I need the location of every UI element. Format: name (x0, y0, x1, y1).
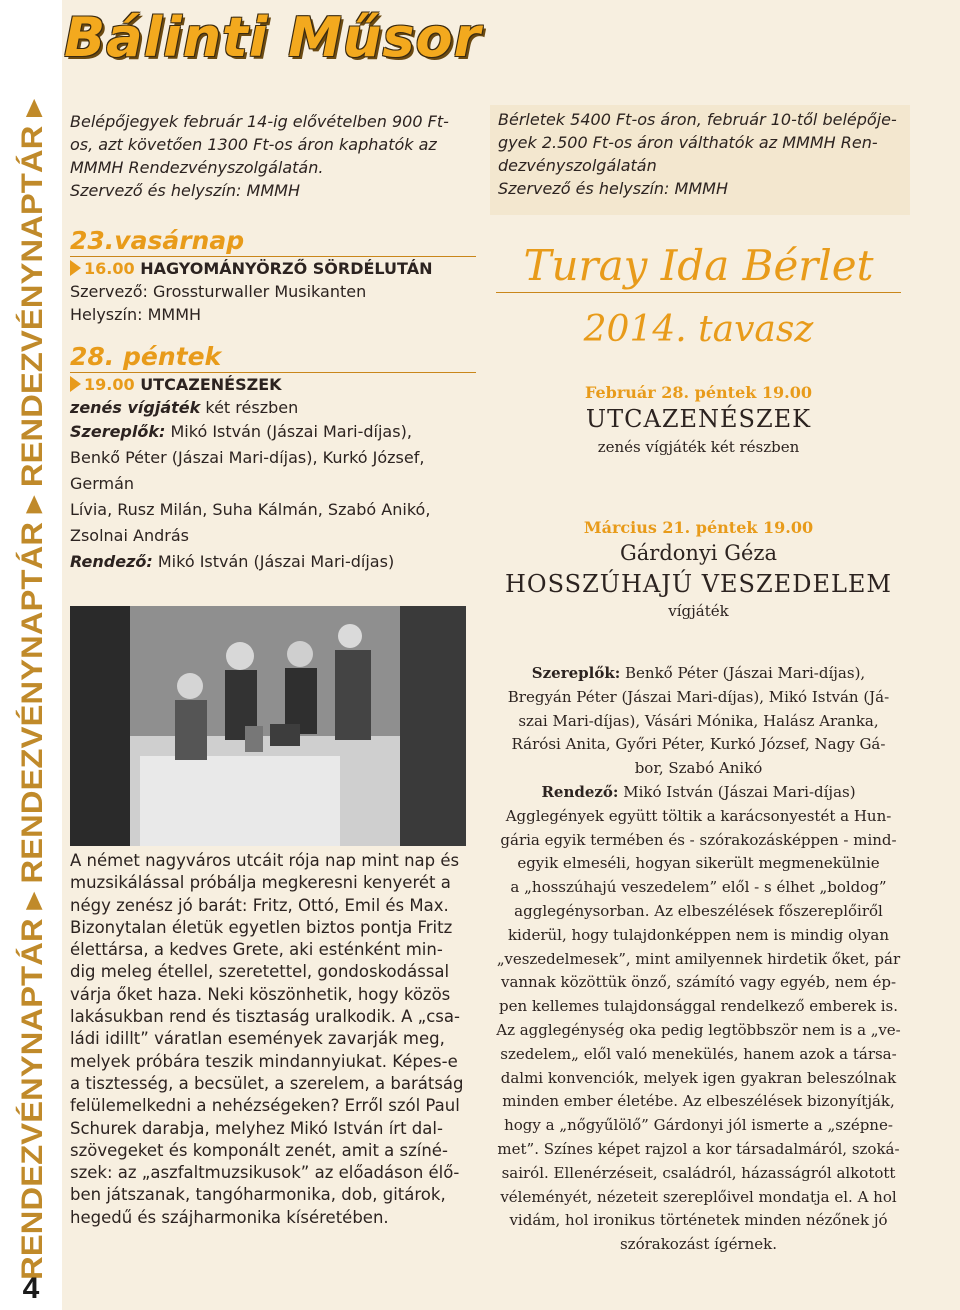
director-label: Rendező: (541, 782, 619, 801)
page-number: 4 (22, 1272, 40, 1305)
body-line: dig meleg étellel, szeretettel, gondoskodással (70, 962, 450, 982)
cast-line: Rárósi Anita, Győri Péter, Kurkó József, Nagy Gá- (511, 735, 886, 754)
body-line: Schurek darabja, melyhez Mikó István írt dal- (70, 1118, 443, 1138)
body-line: ben játszanak, tangóharmonika, dob, gitárok, (70, 1185, 446, 1205)
body-line: szövegeket és komponált zenét, amit a színé- (70, 1140, 448, 1160)
cast-line: Lívia, Rusz Milán, Suha Kálmán, Szabó Anikó, (70, 500, 431, 519)
show-author: Gárdonyi Géza (620, 541, 777, 565)
cast-label: Szereplők: (531, 664, 621, 682)
body-line: felülemelkedni a nehézségeken? Erről szól Paul (70, 1096, 460, 1116)
left-body-text (70, 850, 472, 1229)
body-line: gária egyik termében és - szórakozásképpen - mind- (500, 830, 897, 849)
body-line: kiderül, hogy tulajdonképpen nem is mindig olyan (507, 925, 890, 944)
body-line: dalmi konvenciók, melyek igen gyakran beleszólnak (500, 1068, 897, 1087)
page-title: Bálinti Műsor (64, 6, 482, 69)
cast-line: Benkő Péter (Jászai Mari-díjas), Kurkó József, (70, 448, 425, 467)
series-title: Turay Ida Bérlet (496, 240, 901, 293)
intro-line: MMMH Rendezvényszolgálatán. (70, 158, 324, 177)
cast-text: Benkő Péter (Jászai Mari-díjas), (620, 664, 866, 682)
body-line: várja őket haza. Neki köszönhetik, hogy közös (70, 984, 451, 1004)
body-line: hogy a „nőgyűlölő” Gárdonyi jól ismerte a „szépne- (504, 1116, 893, 1135)
genre-rest: két részben (200, 398, 299, 417)
show-1 (496, 383, 901, 458)
body-line: Agglegények együtt töltik a karácsonyestét a Hun- (505, 806, 892, 825)
cast-line: szai Mari-díjas), Vásári Mónika, Halász Aranka, (518, 711, 879, 730)
cast-line: Zsolnai András (70, 526, 189, 545)
body-line: élettársa, a kedves Grete, aki esténként min- (70, 940, 443, 960)
cast-block (70, 419, 476, 575)
body-line: szedelem„ elől való menekülés, hanem azok a társa- (500, 1044, 897, 1063)
body-line: agglegénysorban. Az elbeszélések főszereplőiről (514, 901, 883, 920)
show-genre: vígjáték (668, 602, 729, 620)
photo-illustration (70, 606, 466, 846)
right-body-text (496, 662, 901, 1257)
body-line: muzsikálással próbálja megkeresni kenyerét a (70, 873, 451, 893)
event-genre (70, 396, 476, 419)
body-line: szek: az „aszfaltmuzsikusok” az előadáson élő- (70, 1163, 460, 1183)
body-line: ládi idillt” váratlan események zavarják meg, (70, 1029, 445, 1049)
day-heading: 23.vasárnap (70, 226, 476, 257)
body-line: vidám, hol ironikus történetek minden nézőnek jó (509, 1211, 888, 1230)
body-line: lakásukban rend és tisztaság uralkodik. A „csa- (70, 1007, 460, 1027)
cast-line (496, 662, 901, 686)
season: 2014. tavasz (583, 309, 814, 350)
body-line: négy zenész jó barát: Fritz, Ottó, Emil és Max. (70, 895, 449, 915)
event-time: 16.00 (84, 259, 135, 278)
event-heading (70, 257, 476, 280)
body-line: melyek próbára teszik mindannyiukat. Képes-e (70, 1051, 458, 1071)
show-date: Március 21. péntek 19.00 (583, 518, 814, 537)
genre-emph: zenés vígjáték (70, 398, 201, 417)
body-line: egyik elmeséli, hogyan sikerült megmenekülnie (517, 854, 880, 873)
arrow-right-icon (70, 376, 81, 392)
event-place: Helyszín: MMMH (70, 305, 202, 324)
day-heading: 28. péntek (70, 342, 476, 373)
left-column (70, 110, 476, 575)
event-name: UTCAZENÉSZEK (140, 375, 282, 394)
intro-line: Szervező és helyszín: MMMH (498, 179, 728, 198)
body-line: hegedű és szájharmonika kíséretében. (70, 1207, 389, 1227)
event-heading (70, 373, 476, 396)
intro-line: Bérletek 5400 Ft-os áron, február 10-től belépője- (498, 110, 897, 129)
director-label: Rendező: (70, 552, 153, 571)
show-genre: zenés vígjáték két részben (597, 438, 800, 456)
cast-line: bor, Szabó Anikó (634, 759, 763, 778)
body-line: sairól. Ellenérzéseit, családról, házasságról alkotott (501, 1163, 896, 1182)
director-name: Mikó István (Jászai Mari-díjas) (618, 782, 856, 801)
intro-line: Szervező és helyszín: MMMH (70, 181, 300, 200)
series-heading (496, 240, 901, 355)
body-line: a „hosszúhajú veszedelem” elől - s élhet „boldog” (510, 878, 887, 897)
cast-line: Mikó István (Jászai Mari-díjas), (165, 422, 412, 441)
show-title: HOSSZÚHAJÚ VESZEDELEM (505, 570, 892, 598)
event-organizer: Szervező: Grossturwaller Musikanten (70, 282, 367, 301)
cast-line: Germán (70, 474, 135, 493)
sidebar-label: RENDEZVÉNYNAPTÁR ▸ RENDEZVÉNYNAPTÁR ▸ RENDEZVÉNYNAPTÁR ▸ (16, 203, 49, 1280)
body-line: szórakozást ígérnek. (619, 1235, 778, 1254)
arrow-right-icon (70, 260, 81, 276)
show-date: Február 28. péntek 19.00 (584, 383, 812, 402)
body-line: vannak közöttük önző, számító vagy egyéb, nem ép- (500, 973, 897, 992)
cast-label: Szereplők: (70, 422, 166, 441)
body-line: met”. Színes képet rajzol a kor társadalmáról, szoká- (497, 1139, 900, 1158)
body-line: a tisztesség, a becsület, a szerelem, a barátság (70, 1073, 464, 1093)
right-intro (498, 108, 908, 200)
director-name: Mikó István (Jászai Mari-díjas) (152, 552, 395, 571)
event-time: 19.00 (84, 375, 135, 394)
body-line: véleményét, nézeteit szereplőivel mondatja el. A hol (500, 1187, 897, 1206)
show-title: UTCAZENÉSZEK (585, 405, 812, 433)
sidebar-strip (0, 0, 62, 1310)
intro-line: os, azt követően 1300 Ft-os áron kaphatók az (70, 135, 437, 154)
intro-line: gyek 2.500 Ft-os áron válthatók az MMMH Ren- (498, 133, 878, 152)
cast-line: Bregyán Péter (Jászai Mari-díjas), Mikó István (Já- (507, 687, 890, 706)
body-line: minden ember életébe. Az elbeszélések bizonyítják, (502, 1092, 895, 1111)
body-line: pen kellemes tulajdonsággal rendelkező emberek is. (498, 997, 899, 1016)
body-line: A német nagyváros utcáit rója nap mint nap és (70, 851, 460, 870)
director-line (496, 781, 901, 805)
body-line: Bizonytalan életük egyetlen biztos pontja Fritz (70, 917, 453, 937)
body-line: „veszedelmesek”, mint amilyennek hirdetik őket, pár (496, 949, 901, 968)
sidebar-vertical-text (0, 0, 62, 1285)
body-line: Az agglegénység oka pedig legtöbbször nem is a „ve- (496, 1020, 901, 1039)
intro-line: Belépőjegyek február 14-ig elővételben 900 Ft- (70, 112, 449, 131)
play-photo (70, 606, 466, 846)
intro-line: dezvényszolgálatán (498, 156, 657, 175)
event-name: HAGYOMÁNYÖRZŐ SÖRDÉLUTÁN (140, 259, 433, 278)
show-2 (496, 518, 901, 623)
